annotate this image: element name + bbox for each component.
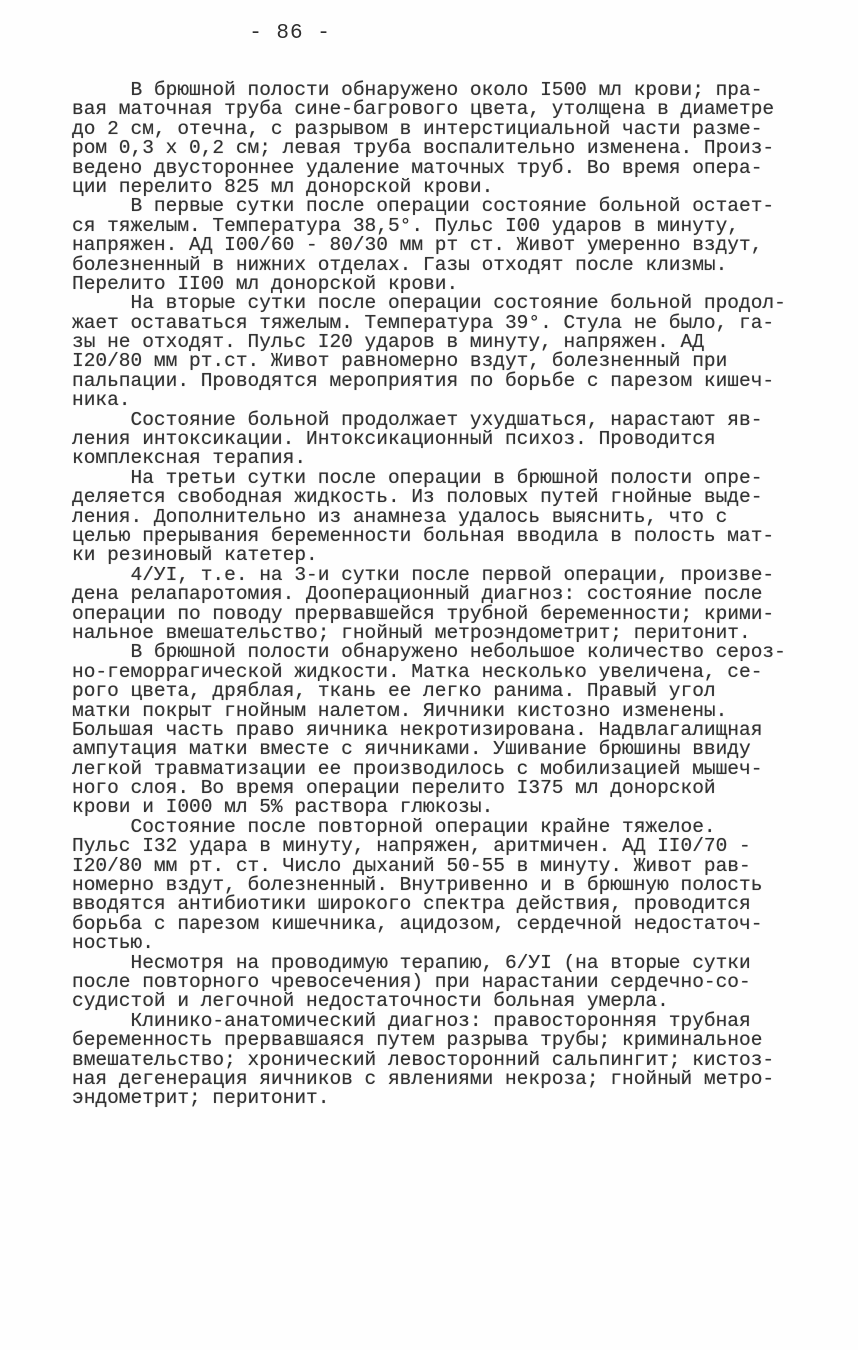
text-line: комплексная терапия. <box>72 447 307 470</box>
text-line: вмешательство; хронический левосторонний сальпингит; кистоз- <box>72 1048 775 1071</box>
text-line: В брюшной полости обнаружено небольшое количество сероз- <box>72 641 786 664</box>
text-line: напряжен. АД I00/60 - 80/30 мм рт ст. Живот умеренно вздут, <box>72 234 763 257</box>
text-line: ления интоксикации. Интоксикационный психоз. Проводится <box>72 428 716 451</box>
text-line: нальное вмешательство; гнойный метроэндометрит; перитонит. <box>72 621 751 644</box>
text-line: зы не отходят. Пульс I20 ударов в минуту, напряжен. АД <box>72 331 704 354</box>
text-line: Большая часть право яичника некротизирована. Надвлагалищная <box>72 718 763 741</box>
text-line: В первые сутки после операции состояние больной остает- <box>72 195 775 218</box>
text-line: вая маточная труба сине-багрового цвета, утолщена в диаметре <box>72 98 775 121</box>
text-line: Клинико-анатомический диагноз: правосторонняя трубная <box>72 1009 751 1032</box>
text-line: рого цвета, дряблая, ткань ее легко ранима. Правый угол <box>72 680 716 703</box>
text-line: ся тяжелым. Температура 38,5°. Пульс I00 ударов в минуту, <box>72 214 740 237</box>
text-line: Пульс I32 удара в минуту, напряжен, аритмичен. АД II0/70 - <box>72 835 751 858</box>
text-line: ведено двустороннее удаление маточных труб. Во время опера- <box>72 156 763 179</box>
text-line: легкой травматизации ее производилось с мобилизацией мышеч- <box>72 757 763 780</box>
text-line: В брюшной полости обнаружено около I500 мл крови; пра- <box>72 79 763 101</box>
text-line: дена релапаротомия. Дооперационный диагноз: состояние после <box>72 583 763 606</box>
text-line: ного слоя. Во время операции перелито I375 мл донорской <box>72 777 716 800</box>
text-line: I20/80 мм рт.ст. Живот равномерно вздут, болезненный при <box>72 350 728 373</box>
text-line: но-геморрагической жидкости. Матка несколько увеличена, се- <box>72 660 763 683</box>
text-line: до 2 см, отечна, с разрывом в интерстициальной части разме- <box>72 117 763 140</box>
text-line: номерно вздут, болезненный. Внутривенно и в брюшную полость <box>72 874 763 897</box>
text-line: ром 0,3 х 0,2 см; левая труба воспалительно изменена. Произ- <box>72 137 775 160</box>
text-line: На третьи сутки после операции в брюшной полости опре- <box>72 466 763 489</box>
text-line: 4/УI, т.е. на 3-и сутки после первой операции, произве- <box>72 563 775 586</box>
text-line: судистой и легочной недостаточности больная умерла. <box>72 990 669 1013</box>
text-line: ки резиновый катетер. <box>72 544 318 567</box>
text-line: борьба с парезом кишечника, ацидозом, сердечной недостаточ- <box>72 912 763 935</box>
text-line: Перелито II00 мл донорской крови. <box>72 272 459 295</box>
text-line: ника. <box>72 389 131 412</box>
text-line: целью прерывания беременности больная вводила в полость мат- <box>72 524 775 547</box>
text-line: ностью. <box>72 932 154 955</box>
text-line: ампутация матки вместе с яичниками. Ушивание брюшины ввиду <box>72 738 751 761</box>
text-line: деляется свободная жидкость. Из половых путей гнойные выде- <box>72 486 763 509</box>
text-line: пальпации. Проводятся мероприятия по борьбе с парезом кишеч- <box>72 369 775 392</box>
text-line: ная дегенерация яичников с явлениями некроза; гнойный метро- <box>72 1067 775 1090</box>
text-line: ления. Дополнительно из анамнеза удалось выяснить, что с <box>72 505 728 528</box>
text-line: Состояние после повторной операции крайне тяжелое. <box>72 815 716 838</box>
text-line: I20/80 мм рт. ст. Число дыханий 50-55 в минуту. Живот рав- <box>72 854 751 877</box>
text-line: жает оставаться тяжелым. Температура 39°. Стула не было, га- <box>72 311 775 334</box>
text-line: эндометрит; перитонит. <box>72 1087 330 1110</box>
text-line: болезненный в нижних отделах. Газы отходят после клизмы. <box>72 253 728 276</box>
text-line: вводятся антибиотики широкого спектра действия, проводится <box>72 893 751 916</box>
text-line: матки покрыт гнойным налетом. Яичники кистозно изменены. <box>72 699 728 722</box>
text-line: после повторного чревосечения) при нарастании сердечно-со- <box>72 970 751 993</box>
document-text <box>72 81 792 1109</box>
page-number: - 86 - <box>249 22 331 45</box>
text-line: Состояние больной продолжает ухудшаться, нарастают яв- <box>72 408 763 431</box>
text-line: Несмотря на проводимую терапию, 6/УI (на вторые сутки <box>72 951 751 974</box>
text-line: беременность прервавшаяся путем разрыва трубы; криминальное <box>72 1029 763 1052</box>
text-line: На вторые сутки после операции состояние больной продол- <box>72 292 786 315</box>
text-line: ции перелито 825 мл донорской крови. <box>72 175 494 198</box>
text-line: крови и I000 мл 5% раствора глюкозы. <box>72 796 494 819</box>
text-line: операции по поводу прервавшейся трубной беременности; крими- <box>72 602 775 625</box>
